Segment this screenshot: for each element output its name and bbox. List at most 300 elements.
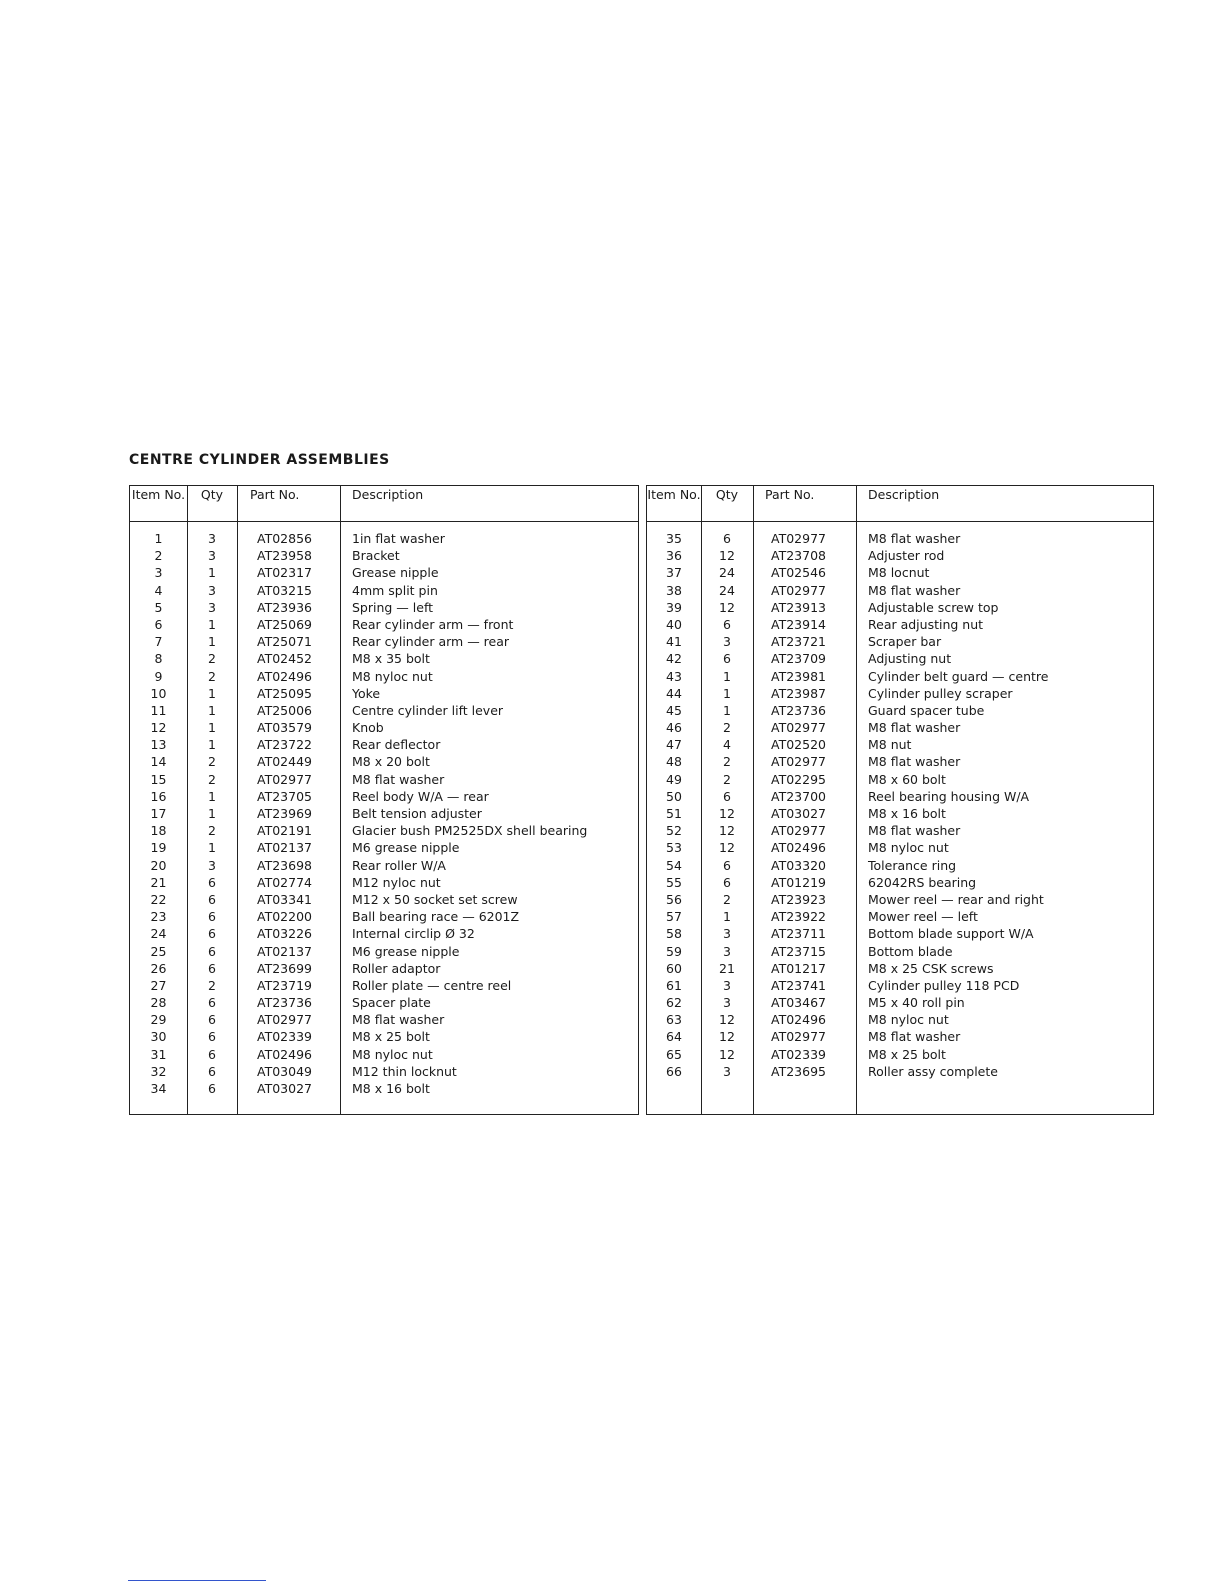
- table-row: [647, 960, 1153, 977]
- cell-part-no: AT02339: [771, 1046, 826, 1062]
- cell-item: 61: [666, 977, 682, 993]
- cell-item: 52: [666, 823, 682, 839]
- cell-qty: 6: [208, 926, 216, 942]
- table-row: [647, 599, 1153, 616]
- table-row: [130, 702, 638, 719]
- cell-part-no: AT02449: [257, 754, 312, 770]
- table-row: [647, 564, 1153, 581]
- cell-part-no: AT02977: [257, 1012, 312, 1028]
- cell-description: M8 flat washer: [868, 1029, 961, 1045]
- cell-description: M8 x 16 bolt: [868, 806, 946, 821]
- cell-part-no: AT02977: [257, 771, 312, 787]
- cell-description: M8 x 60 bolt: [868, 771, 946, 787]
- cell-part-no: AT23708: [771, 548, 826, 564]
- table-row: [647, 805, 1153, 822]
- table-row: [647, 1028, 1153, 1045]
- page-title: CENTRE CYLINDER ASSEMBLIES: [129, 452, 390, 468]
- cell-description: Cylinder pulley scraper: [868, 685, 1013, 701]
- table-row: [130, 805, 638, 822]
- table-row: [647, 908, 1153, 925]
- cell-part-no: AT23987: [771, 685, 826, 701]
- cell-description: Rear roller W/A: [352, 857, 446, 873]
- table-row: [130, 633, 638, 650]
- cell-qty: 6: [723, 857, 731, 873]
- cell-item: 41: [666, 634, 682, 650]
- cell-item: 60: [666, 960, 682, 976]
- cell-qty: 6: [208, 1012, 216, 1028]
- cell-part-no: AT23722: [257, 737, 312, 753]
- cell-qty: 1: [208, 806, 216, 821]
- parts-table-left: [129, 485, 639, 1115]
- cell-part-no: AT02977: [771, 754, 826, 770]
- table-row: [647, 943, 1153, 960]
- cell-qty: 6: [208, 960, 216, 976]
- cell-qty: 2: [208, 977, 216, 993]
- cell-part-no: AT02295: [771, 771, 826, 787]
- table-row: [130, 925, 638, 942]
- cell-part-no: AT02774: [257, 874, 312, 890]
- cell-qty: 3: [723, 926, 731, 942]
- cell-item: 22: [150, 891, 167, 907]
- cell-item: 53: [666, 840, 682, 856]
- cell-description: Centre cylinder lift lever: [352, 702, 504, 718]
- cell-qty: 6: [208, 1046, 216, 1062]
- table-row: [130, 582, 638, 599]
- cell-part-no: AT25006: [257, 702, 312, 718]
- cell-qty: 1: [208, 634, 216, 650]
- cell-qty: 1: [723, 702, 731, 718]
- header-part-no: Part No.: [250, 487, 300, 502]
- cell-qty: 6: [723, 788, 731, 804]
- table-row: [647, 650, 1153, 667]
- table-row: [647, 685, 1153, 702]
- cell-qty: 3: [723, 995, 731, 1011]
- header-item: Item No.: [647, 487, 701, 502]
- header-divider: [647, 521, 1153, 522]
- cell-qty: 24: [719, 565, 735, 581]
- cell-qty: 2: [723, 771, 731, 787]
- cell-item: 50: [666, 788, 682, 804]
- cell-part-no: AT02452: [257, 651, 312, 667]
- cell-item: 29: [150, 1012, 167, 1028]
- cell-qty: 2: [723, 754, 731, 770]
- cell-part-no: AT03467: [771, 995, 826, 1011]
- table-row: [130, 874, 638, 891]
- header-description: Description: [352, 487, 424, 502]
- cell-qty: 12: [719, 1012, 735, 1028]
- table-row: [647, 1046, 1153, 1063]
- cell-description: Rear cylinder arm — front: [352, 616, 514, 632]
- table-row: [130, 685, 638, 702]
- cell-part-no: AT03027: [771, 806, 826, 821]
- cell-item: 3: [154, 565, 163, 581]
- cell-part-no: AT23969: [257, 806, 312, 821]
- table-row: [130, 719, 638, 736]
- cell-part-no: AT23923: [771, 891, 826, 907]
- table-row: [647, 788, 1153, 805]
- cell-item: 25: [150, 943, 167, 959]
- table-row: [647, 616, 1153, 633]
- cell-part-no: AT02496: [771, 1012, 826, 1028]
- cell-part-no: AT23705: [257, 788, 312, 804]
- table-row: [130, 564, 638, 581]
- cell-part-no: AT02546: [771, 565, 826, 581]
- table-row: [130, 599, 638, 616]
- cell-part-no: AT02856: [257, 531, 312, 546]
- cell-qty: 1: [723, 685, 731, 701]
- cell-part-no: AT23698: [257, 857, 312, 873]
- table-row: [130, 530, 638, 547]
- header-item: Item No.: [131, 487, 186, 502]
- cell-description: Adjusting nut: [868, 651, 952, 667]
- cell-qty: 3: [208, 548, 216, 564]
- cell-part-no: AT02977: [771, 582, 826, 598]
- cell-part-no: AT23736: [771, 702, 826, 718]
- cell-part-no: AT23981: [771, 668, 826, 684]
- cell-qty: 1: [208, 737, 216, 753]
- table-row: [130, 977, 638, 994]
- cell-qty: 1: [208, 720, 216, 736]
- cell-part-no: AT02520: [771, 737, 826, 753]
- cell-qty: 1: [723, 668, 731, 684]
- cell-description: Bottom blade support W/A: [868, 926, 1034, 942]
- cell-item: 45: [666, 702, 682, 718]
- cell-part-no: AT23914: [771, 616, 826, 632]
- cell-qty: 12: [719, 1046, 735, 1062]
- table-row: [647, 994, 1153, 1011]
- cell-description: M8 flat washer: [868, 582, 961, 598]
- table-row: [647, 977, 1153, 994]
- cell-part-no: AT23715: [771, 943, 826, 959]
- table-row: [130, 736, 638, 753]
- cell-description: M8 x 25 CSK screws: [868, 960, 994, 976]
- table-row: [647, 582, 1153, 599]
- cell-part-no: AT02977: [771, 720, 826, 736]
- table-row: [647, 702, 1153, 719]
- cell-part-no: AT23719: [257, 977, 312, 993]
- table-row: [130, 839, 638, 856]
- table-row: [130, 547, 638, 564]
- cell-qty: 3: [208, 599, 216, 615]
- cell-part-no: AT02977: [771, 1029, 826, 1045]
- table-row: [130, 616, 638, 633]
- cell-part-no: AT23958: [257, 548, 312, 564]
- cell-item: 38: [666, 582, 682, 598]
- cell-description: Belt tension adjuster: [352, 806, 482, 821]
- cell-description: Rear deflector: [352, 737, 441, 753]
- cell-item: 46: [666, 720, 682, 736]
- cell-item: 58: [666, 926, 682, 942]
- cell-item: 16: [150, 788, 167, 804]
- cell-qty: 6: [723, 616, 731, 632]
- cell-item: 40: [666, 616, 682, 632]
- cell-description: Tolerance ring: [868, 857, 957, 873]
- cell-part-no: AT03215: [257, 582, 312, 598]
- cell-item: 51: [666, 806, 682, 821]
- cell-item: 55: [666, 874, 682, 890]
- cell-description: Mower reel — rear and right: [868, 891, 1044, 907]
- table-row: [130, 650, 638, 667]
- cell-qty: 2: [208, 651, 216, 667]
- table-row: [647, 771, 1153, 788]
- cell-description: Roller assy complete: [868, 1063, 998, 1079]
- cell-description: M8 nyloc nut: [868, 840, 949, 856]
- cell-description: M8 x 25 bolt: [352, 1029, 430, 1045]
- cell-qty: 12: [719, 823, 735, 839]
- cell-item: 39: [666, 599, 682, 615]
- cell-description: Mower reel — left: [868, 909, 978, 925]
- cell-qty: 3: [723, 943, 731, 959]
- cell-description: Rear adjusting nut: [868, 616, 984, 632]
- cell-part-no: AT02496: [771, 840, 826, 856]
- cell-item: 8: [154, 651, 163, 667]
- cell-description: Rear cylinder arm — rear: [352, 634, 510, 650]
- cell-part-no: AT02200: [257, 909, 312, 925]
- header-qty: Qty: [715, 487, 739, 502]
- cell-item: 21: [150, 874, 167, 890]
- cell-qty: 3: [723, 977, 731, 993]
- table-row: [647, 753, 1153, 770]
- table-row: [130, 857, 638, 874]
- cell-item: 28: [150, 995, 167, 1011]
- header-description: Description: [868, 487, 940, 502]
- cell-item: 17: [150, 806, 167, 821]
- cell-part-no: AT02977: [771, 823, 826, 839]
- cell-item: 4: [154, 582, 163, 598]
- cell-qty: 1: [208, 702, 216, 718]
- cell-qty: 6: [208, 909, 216, 925]
- cell-item: 24: [150, 926, 167, 942]
- cell-qty: 6: [208, 1081, 216, 1096]
- table-row: [647, 1011, 1153, 1028]
- cell-qty: 4: [723, 737, 731, 753]
- table-row: [647, 719, 1153, 736]
- cell-part-no: AT02496: [257, 668, 312, 684]
- cell-item: 64: [666, 1029, 682, 1045]
- cell-item: 48: [666, 754, 682, 770]
- cell-qty: 6: [723, 651, 731, 667]
- header-divider: [130, 521, 638, 522]
- header-part-no: Part No.: [765, 487, 815, 502]
- table-row: [647, 633, 1153, 650]
- cell-item: 11: [150, 702, 167, 718]
- cell-description: Bottom blade: [868, 943, 953, 959]
- cell-description: Yoke: [352, 685, 381, 701]
- cell-description: M8 flat washer: [352, 1012, 445, 1028]
- cell-description: Guard spacer tube: [868, 702, 985, 718]
- cell-item: 23: [150, 909, 167, 925]
- table-row: [130, 788, 638, 805]
- cell-qty: 6: [208, 1029, 216, 1045]
- cell-item: 1: [154, 531, 163, 546]
- cell-description: Reel bearing housing W/A: [868, 788, 1030, 804]
- cell-description: 1in flat washer: [352, 531, 445, 546]
- cell-description: Cylinder pulley 118 PCD: [868, 977, 1020, 993]
- cell-item: 59: [666, 943, 682, 959]
- table-row: [130, 1063, 638, 1080]
- cell-item: 44: [666, 685, 682, 701]
- cell-item: 42: [666, 651, 682, 667]
- cell-qty: 3: [208, 582, 216, 598]
- cell-qty: 2: [208, 668, 216, 684]
- cell-item: 20: [150, 857, 167, 873]
- cell-description: M8 flat washer: [868, 823, 961, 839]
- cell-part-no: AT23700: [771, 788, 826, 804]
- cell-qty: 21: [719, 960, 735, 976]
- table-row: [130, 1080, 638, 1097]
- table-row: [130, 1046, 638, 1063]
- cell-item: 13: [150, 737, 167, 753]
- cell-description: 4mm split pin: [352, 582, 438, 598]
- table-row: [130, 891, 638, 908]
- cell-item: 9: [154, 668, 163, 684]
- cell-item: 34: [150, 1081, 167, 1096]
- cell-description: Glacier bush PM2525DX shell bearing: [352, 823, 588, 839]
- cell-description: Spring — left: [352, 599, 434, 615]
- parts-table-right: [646, 485, 1154, 1115]
- cell-part-no: AT03049: [257, 1063, 312, 1079]
- cell-description: M8 flat washer: [868, 531, 961, 546]
- cell-description: Roller adaptor: [352, 960, 441, 976]
- cell-qty: 2: [208, 771, 216, 787]
- cell-part-no: AT02137: [257, 943, 312, 959]
- table-row: [130, 1028, 638, 1045]
- cell-qty: 12: [719, 1029, 735, 1045]
- cell-description: Adjuster rod: [868, 548, 945, 564]
- cell-description: Grease nipple: [352, 565, 439, 581]
- cell-qty: 12: [719, 548, 735, 564]
- cell-item: 47: [666, 737, 682, 753]
- table-row: [647, 547, 1153, 564]
- cell-description: Ball bearing race — 6201Z: [352, 909, 520, 925]
- table-row: [130, 994, 638, 1011]
- cell-qty: 2: [723, 891, 731, 907]
- table-row: [130, 908, 638, 925]
- cell-item: 37: [666, 565, 682, 581]
- cell-description: Roller plate — centre reel: [352, 977, 512, 993]
- cell-item: 31: [150, 1046, 167, 1062]
- cell-qty: 6: [208, 874, 216, 890]
- cell-description: Spacer plate: [352, 995, 431, 1011]
- cell-description: Bracket: [352, 548, 400, 564]
- cell-qty: 3: [208, 531, 216, 546]
- table-row: [130, 771, 638, 788]
- cell-qty: 3: [208, 857, 216, 873]
- cell-item: 26: [150, 960, 167, 976]
- cell-item: 65: [666, 1046, 682, 1062]
- cell-part-no: AT02496: [257, 1046, 312, 1062]
- cell-item: 35: [666, 531, 682, 546]
- table-row: [647, 874, 1153, 891]
- cell-qty: 3: [723, 634, 731, 650]
- cell-qty: 2: [208, 754, 216, 770]
- cell-part-no: AT23741: [771, 977, 826, 993]
- table-row: [647, 530, 1153, 547]
- cell-part-no: AT03579: [257, 720, 312, 736]
- cell-description: M8 locnut: [868, 565, 930, 581]
- cell-part-no: AT02339: [257, 1029, 312, 1045]
- cell-part-no: AT02191: [257, 823, 312, 839]
- cell-description: M8 nyloc nut: [868, 1012, 949, 1028]
- cell-description: Internal circlip Ø 32: [352, 926, 475, 942]
- cell-description: M8 flat washer: [868, 754, 961, 770]
- cell-qty: 6: [208, 943, 216, 959]
- cell-description: M8 x 16 bolt: [352, 1081, 430, 1096]
- cell-item: 57: [666, 909, 682, 925]
- cell-qty: 2: [208, 823, 216, 839]
- table-row: [130, 943, 638, 960]
- cell-item: 56: [666, 891, 682, 907]
- cell-part-no: AT03027: [257, 1081, 312, 1096]
- cell-part-no: AT03226: [257, 926, 312, 942]
- cell-description: M6 grease nipple: [352, 840, 460, 856]
- cell-qty: 24: [719, 582, 735, 598]
- cell-qty: 1: [208, 840, 216, 856]
- rows-left: [130, 530, 638, 1097]
- cell-qty: 12: [719, 599, 735, 615]
- cell-item: 15: [150, 771, 167, 787]
- cell-description: M12 thin locknut: [352, 1063, 457, 1079]
- footer-underline: [128, 1580, 266, 1581]
- cell-description: M12 x 50 socket set screw: [352, 891, 518, 907]
- cell-item: 19: [150, 840, 167, 856]
- cell-item: 2: [154, 548, 163, 564]
- cell-part-no: AT23736: [257, 995, 312, 1011]
- table-row: [647, 822, 1153, 839]
- table-row: [130, 1011, 638, 1028]
- cell-qty: 12: [719, 806, 735, 821]
- cell-qty: 6: [723, 874, 731, 890]
- cell-description: M8 nyloc nut: [352, 668, 433, 684]
- table-row: [130, 822, 638, 839]
- cell-qty: 6: [208, 1063, 216, 1079]
- cell-item: 27: [150, 977, 167, 993]
- table-row: [647, 668, 1153, 685]
- cell-part-no: AT23922: [771, 909, 826, 925]
- cell-part-no: AT01219: [771, 874, 826, 890]
- cell-description: M8 x 35 bolt: [352, 651, 430, 667]
- cell-item: 14: [150, 754, 167, 770]
- table-row: [130, 753, 638, 770]
- cell-part-no: AT23699: [257, 960, 312, 976]
- cell-qty: 6: [723, 531, 731, 546]
- cell-qty: 2: [723, 720, 731, 736]
- cell-part-no: AT23936: [257, 599, 312, 615]
- cell-part-no: AT02137: [257, 840, 312, 856]
- cell-part-no: AT23711: [771, 926, 826, 942]
- cell-description: M6 grease nipple: [352, 943, 460, 959]
- cell-item: 30: [150, 1029, 167, 1045]
- cell-part-no: AT23721: [771, 634, 826, 650]
- cell-qty: 3: [723, 1063, 731, 1079]
- cell-description: Adjustable screw top: [868, 599, 999, 615]
- table-row: [647, 925, 1153, 942]
- header-qty: Qty: [200, 487, 224, 502]
- cell-part-no: AT03320: [771, 857, 826, 873]
- cell-item: 12: [150, 720, 167, 736]
- cell-part-no: AT23709: [771, 651, 826, 667]
- table-row: [647, 891, 1153, 908]
- cell-description: M8 flat washer: [868, 720, 961, 736]
- table-row: [647, 1063, 1153, 1080]
- cell-item: 36: [666, 548, 682, 564]
- table-row: [647, 839, 1153, 856]
- table-row: [130, 668, 638, 685]
- cell-part-no: AT25069: [257, 616, 312, 632]
- table-row: [647, 736, 1153, 753]
- cell-item: 54: [666, 857, 682, 873]
- cell-part-no: AT02977: [771, 531, 826, 546]
